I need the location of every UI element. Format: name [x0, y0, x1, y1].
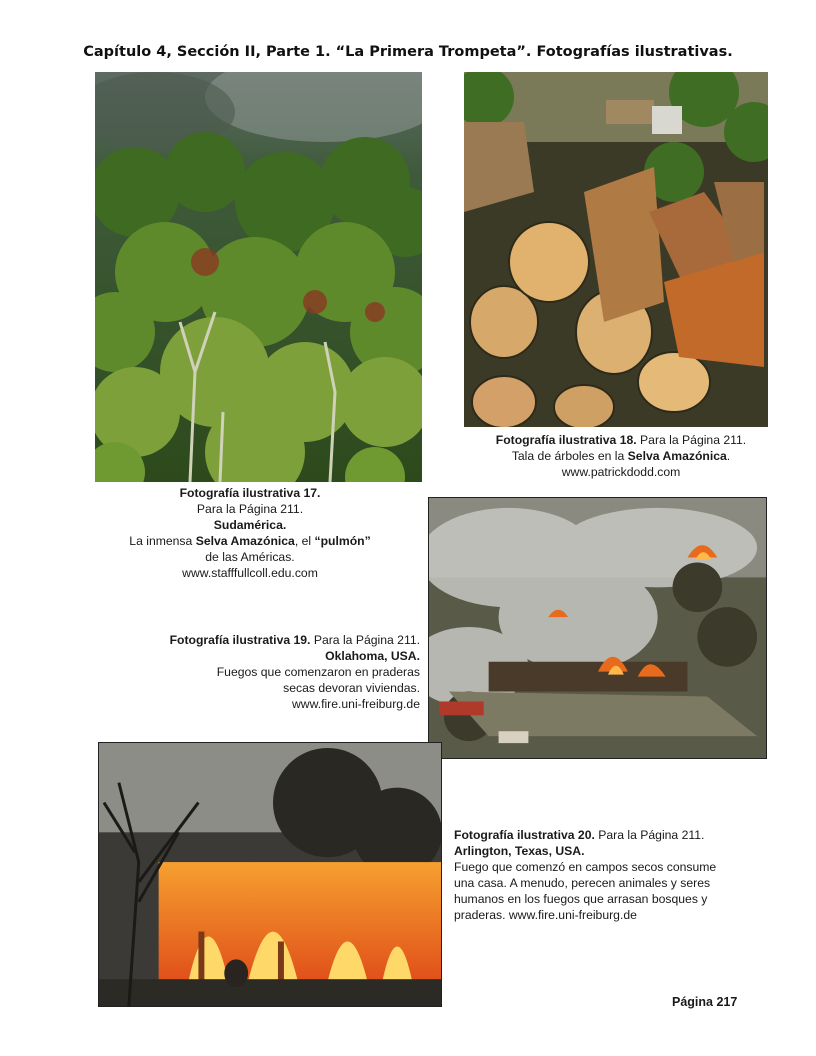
caption-19: Fotografía ilustrativa 19. Para la Página 211. Oklahoma, USA. Fuegos que comenzaron en praderas secas devoran viviendas. www.fire.uni-freiburg.de: [150, 632, 420, 712]
caption-18-description: Tala de árboles en la Selva Amazónica.: [511, 449, 731, 463]
rainforest-photo: [95, 72, 422, 482]
caption-17-source: www.stafffullcoll.edu.com: [182, 566, 318, 580]
caption-20-region: Arlington, Texas, USA.: [454, 844, 585, 858]
caption-19-region: Oklahoma, USA.: [325, 649, 420, 663]
caption-18: Fotografía ilustrativa 18. Para la Página 211. Tala de árboles en la Selva Amazónica. www.patrickdodd.com: [464, 432, 778, 480]
caption-17-page: Para la Página 211.: [196, 502, 304, 516]
caption-20-description-2: una casa. A menudo, perecen animales y seres: [454, 876, 711, 890]
prairie-fire-photo: [428, 497, 767, 759]
caption-20-description: Fuego que comenzó en campos secos consume: [454, 860, 717, 874]
caption-17-region: Sudamérica.: [213, 518, 287, 532]
caption-20-description-3: humanos en los fuegos que arrasan bosques y: [454, 892, 708, 906]
caption-17-title: Fotografía ilustrativa 17.: [179, 486, 321, 500]
caption-18-title: Fotografía ilustrativa 18.: [495, 433, 637, 447]
house-fire-photo: [98, 742, 442, 1007]
caption-19-description-2: secas devoran viviendas.: [283, 681, 420, 695]
caption-19-title: Fotografía ilustrativa 19.: [169, 633, 311, 647]
caption-19-description: Fuegos que comenzaron en praderas: [216, 665, 420, 679]
caption-18-source: www.patrickdodd.com: [561, 465, 681, 479]
caption-17-description: La inmensa Selva Amazónica, el “pulmón”: [129, 534, 371, 548]
caption-17: [95, 485, 405, 581]
caption-17-description-2: de las Américas.: [205, 550, 295, 564]
page-title: Capítulo 4, Sección II, Parte 1. “La Primera Trompeta”. Fotografías ilustrativas.: [83, 44, 733, 60]
caption-19-source: www.fire.uni-freiburg.de: [291, 697, 420, 711]
caption-20-source: praderas. www.fire.uni-freiburg.de: [454, 908, 637, 922]
page-number: Página 217: [672, 995, 738, 1009]
caption-20: Fotografía ilustrativa 20. Para la Página 211. Arlington, Texas, USA. Fuego que comenzó en campos secos consume una casa. A menudo, perecen animales y seres humanos en los fuegos que arrasan bosques y praderas. www.fire.uni-freiburg.de: [454, 827, 754, 923]
logs-photo: [464, 72, 768, 427]
caption-20-title: Fotografía ilustrativa 20.: [454, 828, 595, 842]
